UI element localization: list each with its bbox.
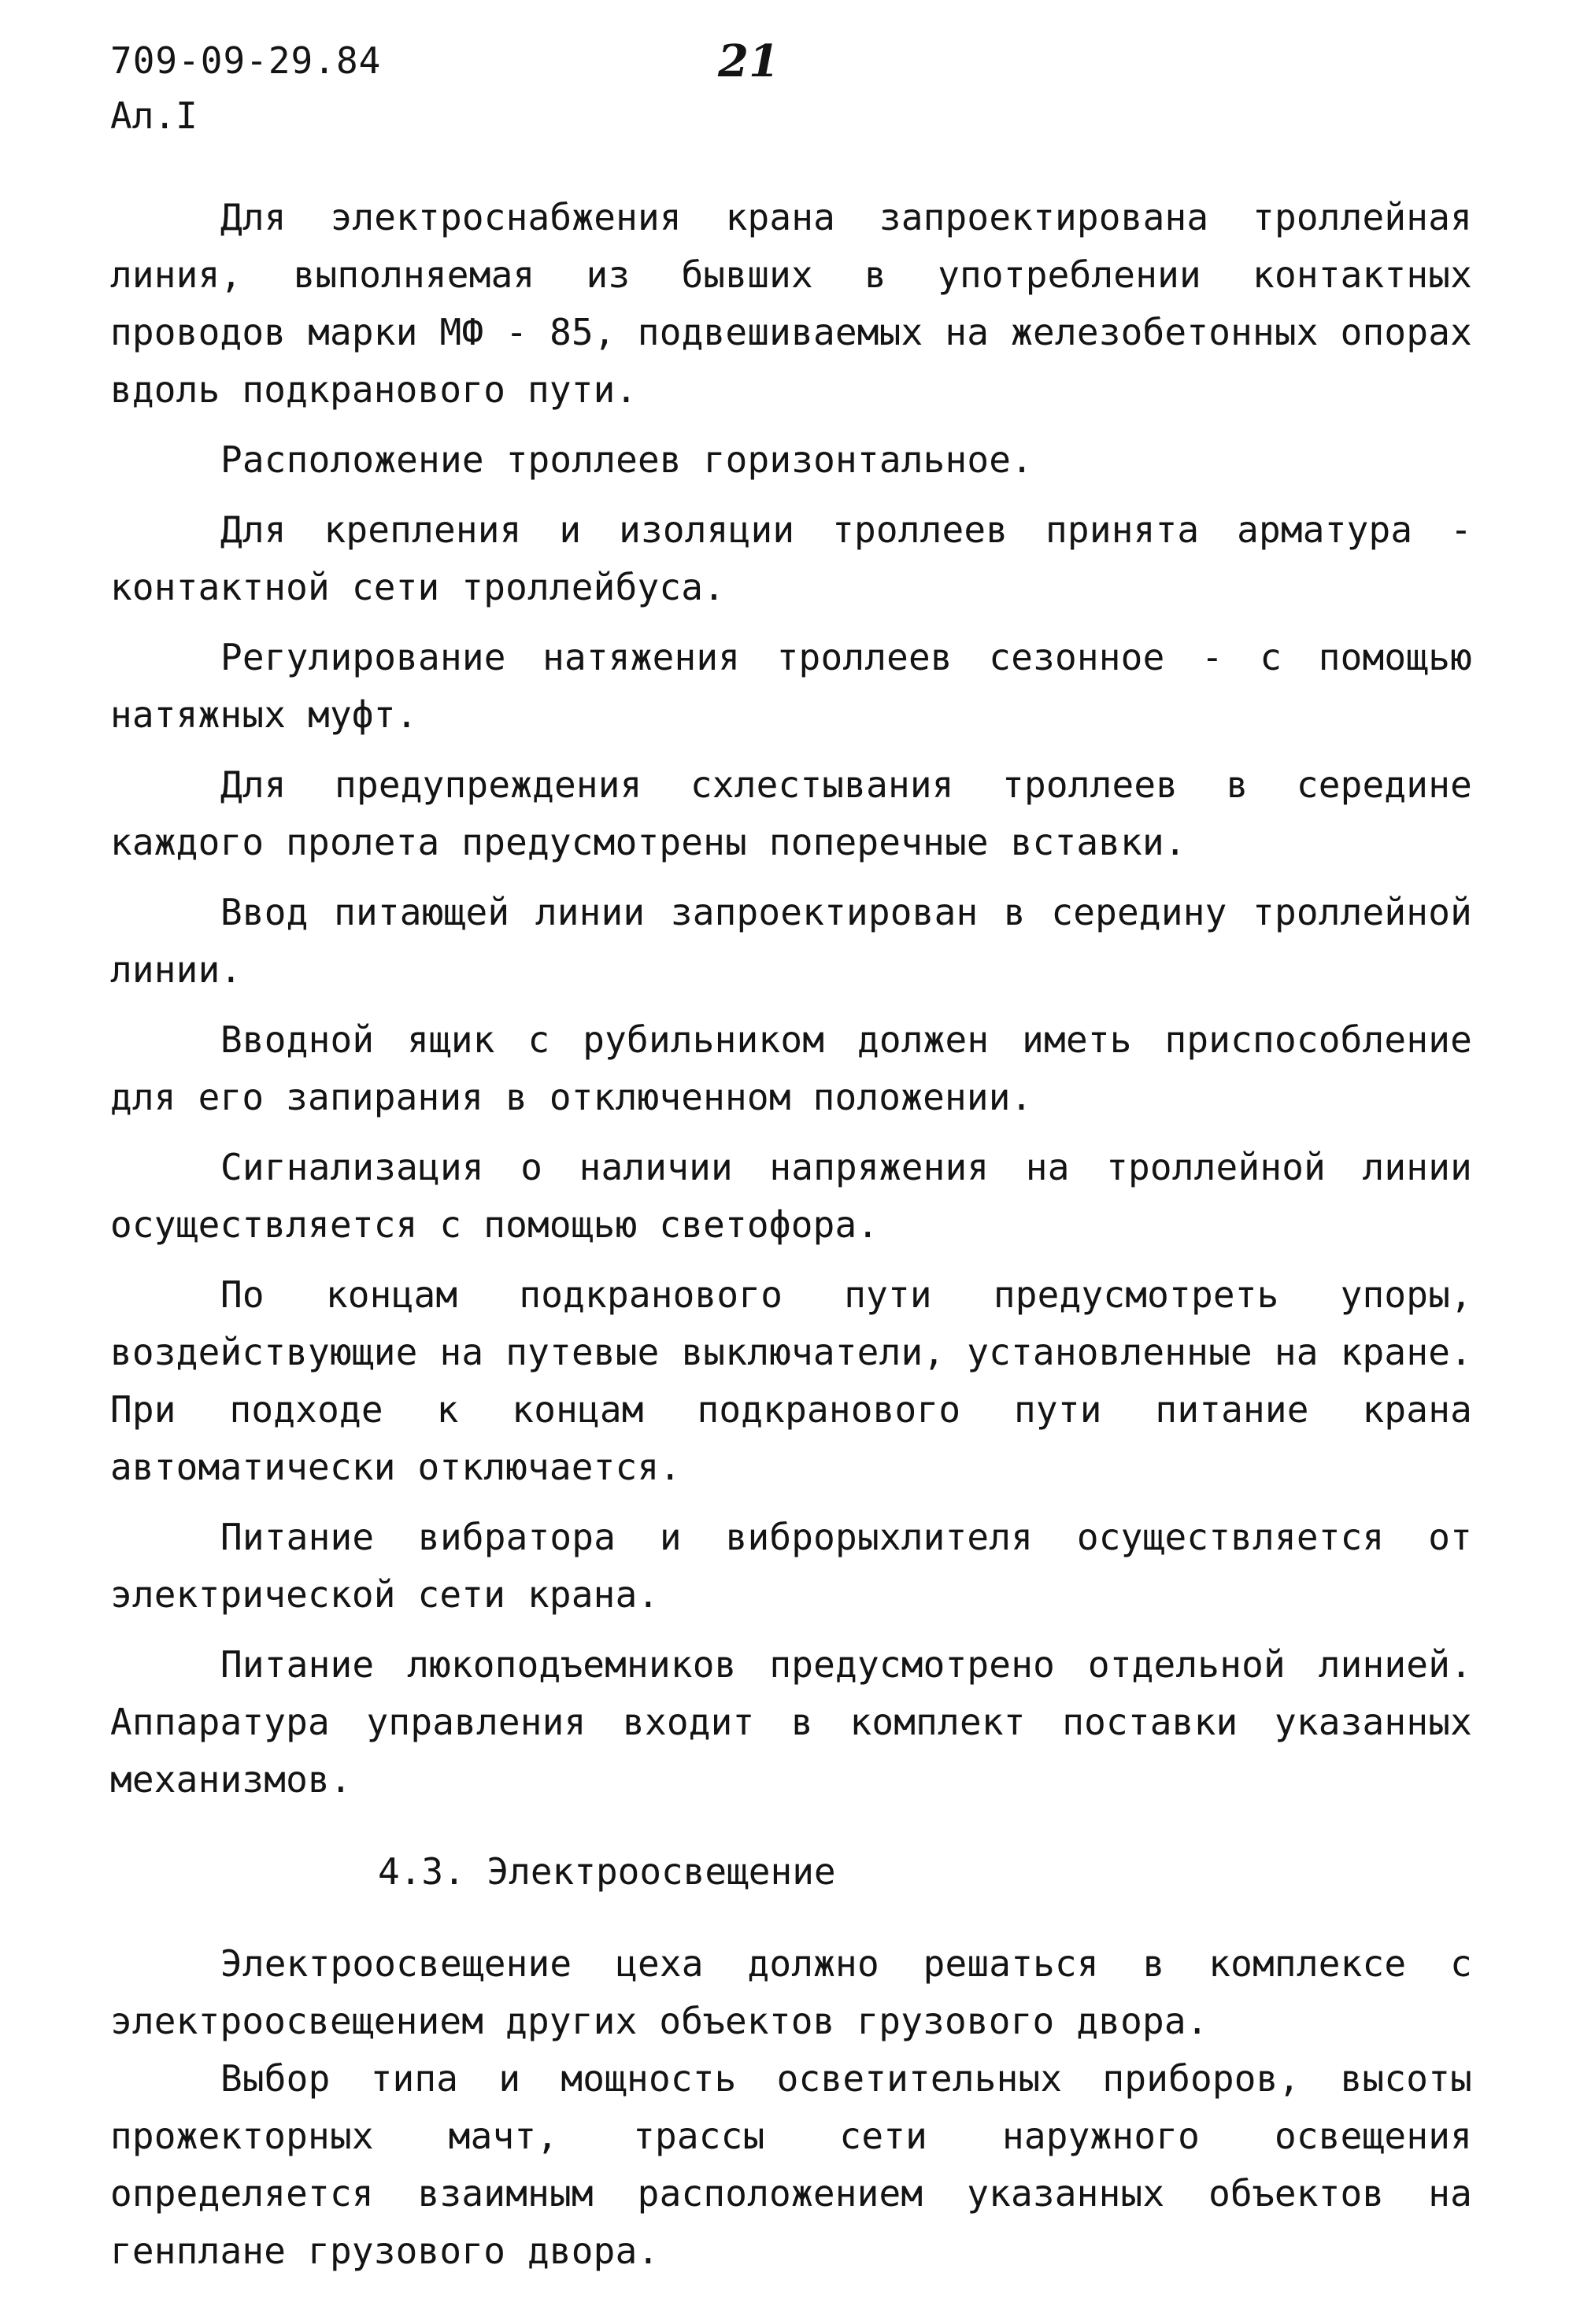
sheet-label: Ал.I [110, 94, 198, 137]
paragraph-inserts: Для предупреждения схлестывания троллеев в середине каждого пролета предусмотрены поперечные вставки. [110, 763, 1472, 863]
paragraph-signalling: Сигнализация о наличии напряжения на троллейной линии осуществляется с помощью светофора. [110, 1146, 1472, 1246]
paragraph-switch-box: Вводной ящик с рубильником должен иметь приспособление для его запирания в отключенном положении. [110, 1018, 1472, 1118]
document-code: 709-09-29.84 [110, 39, 382, 82]
paragraph-trolley-layout: Расположение троллеев горизонтальное. [220, 438, 1034, 481]
paragraph-lighting-selection: Выбор типа и мощность осветительных приборов, высоты прожекторных мачт, трассы сети наружного освещения определяется взаимным расположением указанных объектов на генплане грузового двора. [110, 2057, 1472, 2272]
paragraph-hatch-lifters: Питание люкоподъемников предусмотрено отдельной линией. Аппаратура управления входит в комплект поставки указанных механизмов. [110, 1643, 1472, 1801]
section-heading: 4.3. Электроосвещение [378, 1850, 836, 1893]
body-text [110, 189, 1472, 2293]
paragraph-trolley-line: Для электроснабжения крана запроектирована троллейная линия, выполняемая из бывших в употреблении контактных проводов марки МФ - 85, подвешиваемых на железобетонных опорах вдоль подкранового пути. [110, 196, 1472, 411]
paragraph-vibrator-power: Питание вибратора и виброрыхлителя осуществляется от электрической сети крана. [110, 1516, 1472, 1616]
paragraph-tension: Регулирование натяжения троллеев сезонное - с помощью натяжных муфт. [110, 636, 1472, 736]
paragraph-lighting-complex: Электроосвещение цеха должно решаться в комплексе с электроосвещением других объектов грузового двора. [110, 1942, 1472, 2042]
page-number: 21 [718, 35, 779, 87]
paragraph-fittings: Для крепления и изоляции троллеев принята арматура - контактной сети троллейбуса. [110, 508, 1472, 608]
paragraph-limit-stops: По концам подкранового пути предусмотреть упоры, воздействующие на путевые выключатели, установленные на кране. При подходе к концам подкранового пути питание крана автоматически отключается. [110, 1273, 1472, 1488]
paragraph-feed-input: Ввод питающей линии запроектирован в середину троллейной линии. [110, 891, 1472, 991]
